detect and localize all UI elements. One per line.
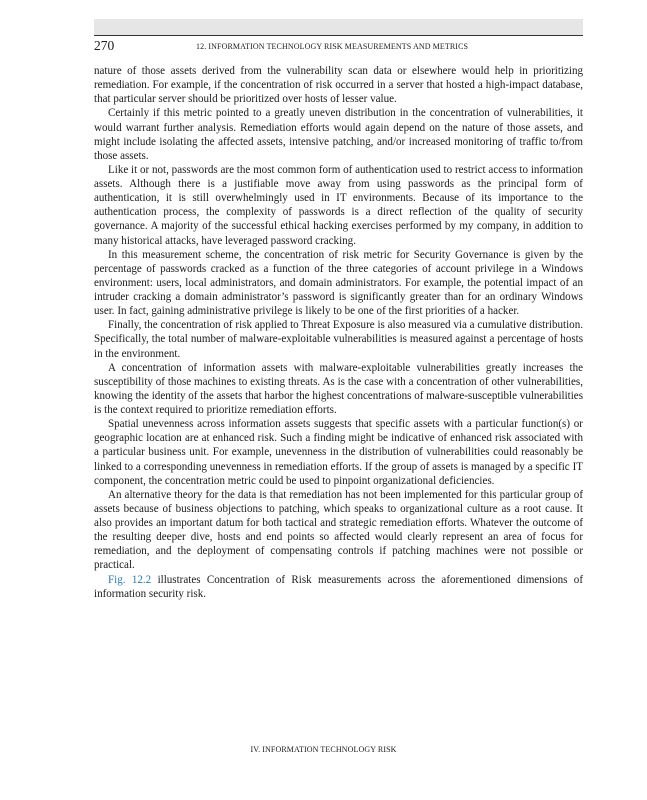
paragraph-7: Spatial unevenness across information assets suggests that specific assets with a particular function(s) or geographic location are at enhanced risk. Such a finding might be indicative of enhanced risk associated with a particular business unit. For example, unevenness in the distribution of vulnerabilities could reasonably be linked to a corresponding unevenness in remediation efforts. If the group of assets is managed by a specific IT component, the concentration metric could be used to pinpoint organizational deficiencies. <box>94 418 583 487</box>
paragraph-9-text: illustrates Concentration of Risk measurements across the aforementioned dimensions of information security risk. <box>94 573 583 600</box>
paragraph-1: nature of those assets derived from the vulnerability scan data or elsewhere would help in prioritizing remediation. For example, if the concentration of risk occurred in a server that hosted a high-impact database, that particular server should be prioritized over hosts of lesser value. <box>94 65 583 106</box>
paragraph-6: A concentration of information assets with malware-exploitable vulnerabilities greatly increases the susceptibility of those machines to existing threats. As is the case with a concentration of other vulnerabilities, knowing the identity of the assets that harbor the highest concentrations of malware-susceptible vulnerabilities is the context required to prioritize remediation efforts. <box>94 361 583 416</box>
paragraph-4: In this measurement scheme, the concentration of risk metric for Security Governance is given by the percentage of passwords cracked as a function of the three categories of account privilege in a Windows environment: users, local administrators, and domain administrators. For example, the potential impact of an intruder cracking a domain administrator’s password is significantly greater than for an ordinary Windows user. In fact, gaining administrative privilege is likely to be one of the first priorities of a hacker. <box>94 248 583 318</box>
running-head: 12. INFORMATION TECHNOLOGY RISK MEASUREMENTS AND METRICS <box>196 42 469 51</box>
paragraph-2: Certainly if this metric pointed to a greatly uneven distribution in the concentration of vulnerabilities, it would warrant further analysis. Remediation efforts would again depend on the nature of those assets, and might include isolating the affected assets, intensive patching, and/or increased monitoring of traffic to/from those assets. <box>94 107 583 162</box>
paragraph-8: An alternative theory for the data is that remediation has not been implemented for this particular group of assets because of business objections to patching, which speaks to organizational culture as a root cause. It also provides an important datum for both tactical and strategic remediation efforts. Whatever the outcome of the resulting deeper dive, hosts and end points so affected would clearly represent an area of focus for remediation, and the deployment of compensating controls if patching machines were not possible or practical. <box>94 488 583 572</box>
paragraph-9 <box>94 573 583 601</box>
figure-reference-link[interactable]: Fig. 12.2 <box>108 573 152 586</box>
paragraph-5: Finally, the concentration of risk applied to Threat Exposure is also measured via a cumulative distribution. Specifically, the total number of malware-exploitable vulnerabilities is measured against a percentage of hosts in the environment. <box>94 319 583 360</box>
header-band <box>94 19 583 35</box>
footer-running-title: IV. INFORMATION TECHNOLOGY RISK <box>250 745 397 754</box>
paragraph-3: Like it or not, passwords are the most common form of authentication used to restrict access to information assets. Although there is a justifiable move away from using passwords as the principal form of authentication, it is still overwhelmingly used in IT environments. Because of its importance to the authentication process, the complexity of passwords is a direct reflection of the quality of security governance. A majority of the successful ethical hacking exercises performed by my company, in addition to many historical attacks, have leveraged password cracking. <box>94 163 583 247</box>
header-rule <box>94 35 583 36</box>
body-text <box>94 64 583 601</box>
page-number: 270 <box>94 38 115 53</box>
